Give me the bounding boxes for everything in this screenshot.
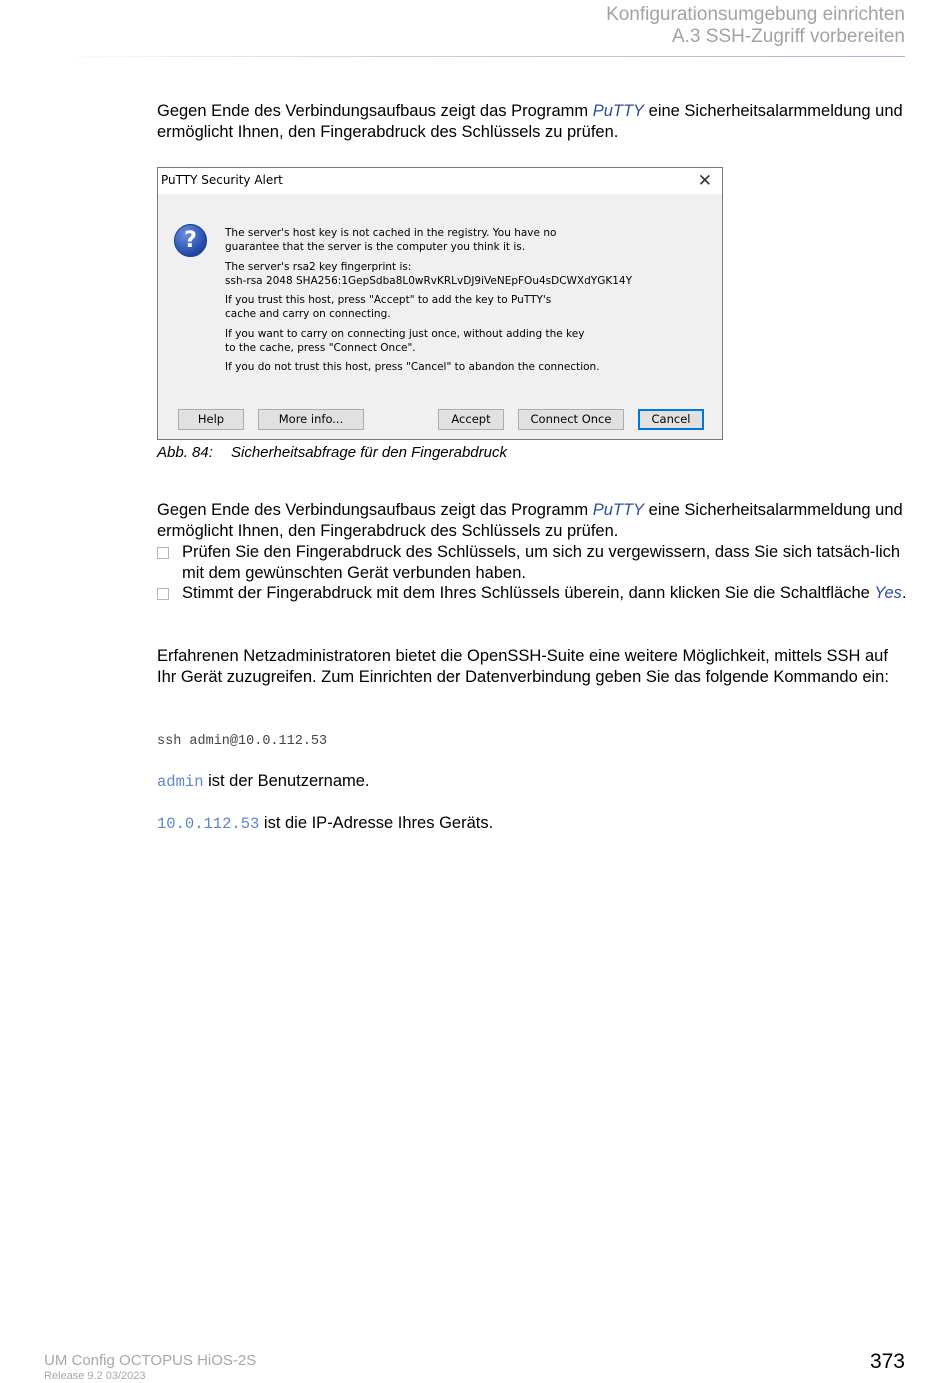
header-chapter: Konfigurationsumgebung einrichten — [606, 4, 905, 25]
figure-caption — [157, 444, 907, 461]
intro-after: eine Sicherheitsalarmmeldung und ermöglicht Ihnen, den Fingerabdruck des Schlüssels zu prüfen. — [157, 102, 903, 141]
intro-paragraph — [157, 101, 907, 143]
dialog-message-7: If you want to carry on connecting just once, without adding the key — [225, 328, 585, 340]
bullet-2-yes: Yes — [874, 584, 902, 602]
bullet-2-content — [182, 583, 907, 604]
intro-before: Gegen Ende des Verbindungsaufbaus zeigt das Programm — [157, 102, 593, 120]
cancel-button[interactable]: Cancel — [638, 409, 704, 430]
dialog-title: PuTTY Security Alert — [161, 173, 283, 187]
bullet-2-tail: . — [901, 584, 907, 602]
para2-program: PuTTY — [592, 501, 645, 519]
para2-before: Gegen Ende des Verbindungsaufbaus zeigt das Programm — [157, 501, 593, 519]
dialog-message-2: guarantee that the server is the computer you think it is. — [225, 241, 526, 253]
accept-button[interactable]: Accept — [438, 409, 504, 430]
connect-once-button[interactable]: Connect Once — [518, 409, 624, 430]
dialog-titlebar — [158, 168, 722, 194]
dialog-message-9: If you do not trust this host, press "Cancel" to abandon the connection. — [225, 361, 600, 373]
list-item — [157, 542, 907, 584]
more-info-button[interactable]: More info... — [258, 409, 364, 430]
question-icon: ? — [174, 224, 207, 257]
username-code: admin — [157, 773, 204, 791]
header-rule — [45, 56, 905, 57]
bullet-1-text: Prüfen Sie den Fingerabdruck des Schlüssels, um sich zu vergewissern, dass Sie sich tatsäch-lich mit dem gewünschten Gerät verbunden haben. — [182, 543, 901, 582]
close-icon[interactable]: ✕ — [697, 171, 712, 191]
intro-program: PuTTY — [592, 102, 645, 120]
ip-code: 10.0.112.53 — [157, 815, 260, 833]
header-section: A.3 SSH-Zugriff vorbereiten — [671, 26, 905, 47]
dialog-message-3: The server's rsa2 key fingerprint is: — [225, 261, 412, 273]
dialog-message-6: cache and carry on connecting. — [225, 308, 391, 320]
footer — [44, 1352, 256, 1383]
second-paragraph — [157, 500, 907, 542]
caption-number: Abb. 84: — [157, 444, 213, 461]
page-number: 373 — [869, 1350, 905, 1373]
third-paragraph: Erfahrenen Netzadministratoren bietet die OpenSSH-Suite eine weitere Möglichkeit, mittels SSH auf Ihr Gerät zuzugreifen. Zum Einrichten der Datenverbindung geben Sie das folgende Kommando ein: — [157, 647, 889, 686]
dialog-message-1: The server's host key is not cached in the registry. You have no — [225, 227, 557, 239]
ip-text: ist die IP-Adresse Ihres Geräts. — [259, 814, 494, 832]
running-header — [606, 4, 905, 48]
footer-release: Release 9.2 03/2023 — [44, 1370, 146, 1382]
para2-after: eine Sicherheitsalarmmeldung und ermöglicht Ihnen, den Fingerabdruck des Schlüssels zu prüfen. — [157, 501, 903, 540]
ip-line — [157, 813, 907, 835]
checkbox-bullet-icon — [157, 547, 169, 559]
dialog-fingerprint: ssh-rsa 2048 SHA256:1GepSdba8L0wRvKRLvDJ9iVeNEpFOu4sDCWXdYGK14Y — [225, 275, 632, 287]
putty-security-alert-dialog — [157, 167, 723, 440]
caption-text: Sicherheitsabfrage für den Fingerabdruck — [231, 444, 507, 461]
dialog-message-8: to the cache, press "Connect Once". — [225, 342, 416, 354]
footer-title: UM Config OCTOPUS HiOS-2S — [44, 1352, 257, 1369]
ssh-command: ssh admin@10.0.112.53 — [157, 734, 328, 749]
list-item — [157, 583, 907, 604]
username-text: ist der Benutzername. — [203, 772, 370, 790]
help-button[interactable]: Help — [178, 409, 244, 430]
dialog-message-5: If you trust this host, press "Accept" to add the key to PuTTY's — [225, 294, 552, 306]
username-line — [157, 771, 907, 793]
bullet-2-text: Stimmt der Fingerabdruck mit dem Ihres Schlüssels überein, dann klicken Sie die Schaltfläche — [182, 584, 875, 602]
checkbox-bullet-icon — [157, 588, 169, 600]
